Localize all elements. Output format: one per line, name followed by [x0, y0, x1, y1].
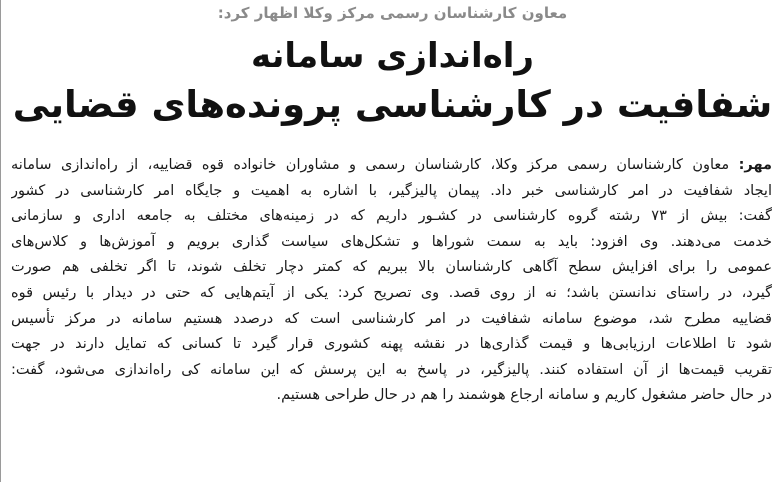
article-line: گیرد، در راستای ندانستن باشد؛ نه از روی قصد. وی تصریح کرد: یکی از آیتم‌هایی که حتی در دیدار با رئیس قوه — [11, 284, 772, 301]
article-line: قضاییه مطرح شد، موضوع سامانه شفافیت در امر کارشناسی است که درصدد هستیم سامانه در مرکز تأسیس — [11, 310, 772, 327]
headline-line-1: راه‌اندازی سامانه — [251, 36, 534, 76]
kicker-subheading: معاون کارشناسان رسمی مرکز وکلا اظهار کرد: — [217, 4, 568, 22]
article-line — [11, 153, 772, 179]
article-body — [11, 153, 772, 409]
article-line: ایجاد شفافیت در امر کارشناسی خبر داد. پیمان پالیزگیر، با اشاره به اهمیت و جایگاه امر کارشناسی در کشور — [11, 182, 772, 199]
article-line: خدمت می‌دهند. وی افزود: باید به سمت شوراها و تشکل‌های سیاست گذاری برویم و آموزش‌ها و کلاس‌های — [11, 233, 772, 250]
article-line-text: معاون کارشناسان رسمی مرکز وکلا، کارشناسان رسمی و مشاوران خانواده قوه قضاییه، از راه‌اندازی سامانه — [11, 157, 739, 173]
article-line: تقریب قیمت‌ها از آن استفاده کنند. پالیزگیر، در پاسخ به این پرسش که این سامانه کی راه‌اندازی می‌شود، گفت: — [11, 361, 772, 378]
source-lead: مهر: — [738, 157, 772, 173]
article-line: شود تا اطلاعات ارزیابی‌ها و قیمت گذاری‌ها در نقشه پهنه کشوری قرار گیرد تا کسانی که تمایل دارند در جهت — [11, 336, 772, 353]
article-line: عمومی را برای افزایش سطح آگاهی کارشناسان بالا ببریم که کمتر دچار تخلف شوند، تا اگر تخلفی هم صورت — [11, 259, 772, 276]
headline-line-2: شفافیت در کارشناسی پرونده‌های قضایی — [12, 83, 773, 126]
article-line: گفت: بیش از ۷۳ رشته گروه کارشناسی در کشـور داریم که در زمینه‌های مختلف به جامعه اداری و سازمانی — [11, 208, 772, 225]
article-last-line: در حال حاضر مشغول کاریم و سامانه ارجاع هوشمند را هم در حال طراحی هستیم. — [276, 387, 772, 404]
